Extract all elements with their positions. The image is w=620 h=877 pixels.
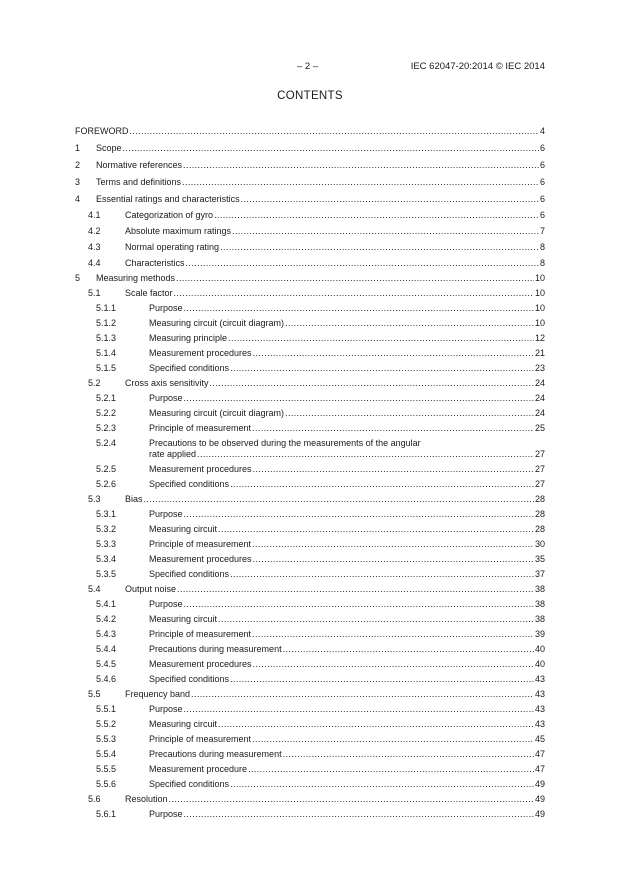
dot-leader bbox=[283, 644, 534, 655]
toc-entry-title: Normal operating rating bbox=[125, 242, 220, 252]
dot-leader bbox=[252, 734, 534, 745]
toc-entry-number: 5.5.2 bbox=[96, 719, 117, 729]
toc-entry-title: Resolution bbox=[125, 794, 168, 804]
dot-leader bbox=[184, 704, 534, 715]
toc-entry-page: 30 bbox=[534, 539, 545, 549]
document-reference: IEC 62047-20:2014 © IEC 2014 bbox=[410, 61, 545, 72]
dot-leader bbox=[220, 242, 539, 253]
dot-leader bbox=[218, 524, 534, 535]
toc-entry[interactable] bbox=[75, 273, 545, 284]
toc-entry-page: 47 bbox=[534, 749, 545, 759]
toc-entry-title: Purpose bbox=[149, 704, 183, 714]
toc-entry-title: Measuring methods bbox=[96, 273, 176, 283]
toc-entry[interactable] bbox=[75, 393, 545, 404]
dot-leader bbox=[210, 378, 534, 389]
dot-leader bbox=[174, 288, 534, 299]
toc-entry[interactable] bbox=[75, 779, 545, 790]
toc-entry-number: 5.4.6 bbox=[96, 674, 117, 684]
toc-entry-page: 49 bbox=[534, 779, 545, 789]
toc-entry-page: 7 bbox=[539, 226, 545, 236]
toc-entry-page: 21 bbox=[534, 348, 545, 358]
toc-entry-page: 4 bbox=[539, 126, 545, 136]
dot-leader bbox=[285, 318, 534, 329]
dot-leader bbox=[169, 794, 534, 805]
toc-entry-number: 5.3.5 bbox=[96, 569, 117, 579]
dot-leader bbox=[232, 226, 539, 237]
toc-entry-page: 6 bbox=[539, 177, 545, 187]
toc-entry[interactable] bbox=[75, 160, 545, 171]
dot-leader bbox=[230, 363, 534, 374]
toc-entry-title: Purpose bbox=[149, 509, 183, 519]
toc-entry[interactable] bbox=[75, 644, 545, 655]
toc-entry-title: Scope bbox=[96, 143, 122, 153]
toc-entry-number: 4 bbox=[75, 194, 81, 204]
dot-leader bbox=[130, 126, 539, 137]
dot-leader bbox=[230, 674, 534, 685]
toc-entry-page: 27 bbox=[534, 479, 545, 489]
toc-entry-page: 12 bbox=[534, 333, 545, 343]
toc-entry-number: 4.2 bbox=[88, 226, 101, 236]
toc-entry[interactable] bbox=[75, 539, 545, 550]
toc-entry[interactable] bbox=[75, 629, 545, 640]
toc-entry[interactable] bbox=[75, 689, 545, 700]
toc-entry-page: 24 bbox=[534, 393, 545, 403]
toc-entry-number: 5.5.3 bbox=[96, 734, 117, 744]
toc-entry[interactable] bbox=[75, 126, 545, 137]
toc-entry[interactable] bbox=[75, 809, 545, 820]
toc-entry[interactable] bbox=[75, 464, 545, 475]
toc-entry-page: 28 bbox=[534, 509, 545, 519]
toc-entry[interactable] bbox=[75, 408, 545, 419]
toc-entry-title: Measuring circuit bbox=[149, 719, 218, 729]
toc-entry[interactable] bbox=[75, 177, 545, 188]
toc-entry[interactable] bbox=[75, 509, 545, 520]
page-title: CONTENTS bbox=[277, 90, 343, 102]
toc-entry[interactable] bbox=[75, 584, 545, 595]
toc-entry-page: 49 bbox=[534, 794, 545, 804]
dot-leader bbox=[230, 479, 534, 490]
toc-entry[interactable] bbox=[75, 569, 545, 580]
toc-entry-title: Precautions during measurement bbox=[149, 644, 282, 654]
toc-entry-number: 5.6 bbox=[88, 794, 101, 804]
toc-entry-page: 38 bbox=[534, 614, 545, 624]
dot-leader bbox=[248, 764, 534, 775]
toc-entry-page: 43 bbox=[534, 689, 545, 699]
toc-entry-title: Specified conditions bbox=[149, 674, 230, 684]
toc-entry[interactable] bbox=[75, 318, 545, 329]
toc-entry-number: 5.4.5 bbox=[96, 659, 117, 669]
toc-entry-title: Measuring circuit bbox=[149, 524, 218, 534]
toc-entry-page: 8 bbox=[539, 242, 545, 252]
toc-entry-number: 5.3.3 bbox=[96, 539, 117, 549]
toc-entry[interactable] bbox=[75, 749, 545, 760]
toc-entry-title: Essential ratings and characteristics bbox=[96, 194, 240, 204]
dot-leader bbox=[184, 509, 534, 520]
dot-leader bbox=[252, 539, 534, 550]
toc-entry-page: 27 bbox=[534, 464, 545, 474]
toc-entry-page: 6 bbox=[539, 194, 545, 204]
toc-entry-number: 5.5.6 bbox=[96, 779, 117, 789]
toc-entry-page: 37 bbox=[534, 569, 545, 579]
toc-entry-number: 5.2.6 bbox=[96, 479, 117, 489]
toc-entry-title: Frequency band bbox=[125, 689, 191, 699]
toc-entry-number: 4.4 bbox=[88, 258, 101, 268]
toc-entry-page: 10 bbox=[534, 288, 545, 298]
toc-entry-title: Categorization of gyro bbox=[125, 210, 214, 220]
toc-entry-number: 5.5.5 bbox=[96, 764, 117, 774]
dot-leader bbox=[184, 809, 534, 820]
toc-entry-title: Measuring principle bbox=[149, 333, 228, 343]
toc-entry[interactable] bbox=[75, 479, 545, 490]
toc-entry[interactable] bbox=[75, 258, 545, 269]
toc-entry-number: 5.2.2 bbox=[96, 408, 117, 418]
dot-leader bbox=[186, 258, 539, 269]
toc-entry[interactable] bbox=[75, 524, 545, 535]
toc-entry-number: 5.4.4 bbox=[96, 644, 117, 654]
toc-entry-title: Terms and definitions bbox=[96, 177, 182, 187]
toc-entry[interactable] bbox=[75, 764, 545, 775]
toc-entry-page: 25 bbox=[534, 423, 545, 433]
toc-entry[interactable] bbox=[75, 226, 545, 237]
toc-entry-title: Specified conditions bbox=[149, 363, 230, 373]
dot-leader bbox=[253, 659, 534, 670]
toc-entry-title: Principle of measurement bbox=[149, 539, 252, 549]
dot-leader bbox=[184, 303, 534, 314]
toc-entry-number: 5.4.1 bbox=[96, 599, 117, 609]
toc-entry[interactable] bbox=[75, 659, 545, 670]
toc-entry-page: 40 bbox=[534, 659, 545, 669]
toc-entry-number: 5.5.4 bbox=[96, 749, 117, 759]
toc-entry-page: 10 bbox=[534, 273, 545, 283]
dot-leader bbox=[230, 569, 534, 580]
toc-entry-page: 10 bbox=[534, 318, 545, 328]
toc-entry[interactable] bbox=[75, 734, 545, 745]
toc-entry-number: 5.1.1 bbox=[96, 303, 117, 313]
toc-entry[interactable] bbox=[75, 194, 545, 205]
toc-entry-number: 5.3 bbox=[88, 494, 101, 504]
toc-entry[interactable] bbox=[75, 143, 545, 154]
table-of-contents bbox=[75, 126, 545, 820]
dot-leader bbox=[252, 629, 534, 640]
toc-entry-title: Precautions to be observed during the measurements of the angular bbox=[149, 438, 421, 448]
toc-entry-title-continued: rate applied bbox=[149, 449, 197, 459]
toc-entry-title: Specified conditions bbox=[149, 569, 230, 579]
toc-entry-number: 5.1.2 bbox=[96, 318, 117, 328]
toc-entry-title: Measuring circuit bbox=[149, 614, 218, 624]
toc-entry-title: Scale factor bbox=[125, 288, 173, 298]
dot-leader bbox=[177, 584, 534, 595]
dot-leader bbox=[197, 449, 534, 460]
toc-entry-page: 8 bbox=[539, 258, 545, 268]
dot-leader bbox=[191, 689, 534, 700]
toc-entry-number: 1 bbox=[75, 143, 81, 153]
dot-leader bbox=[123, 143, 539, 154]
toc-entry[interactable] bbox=[75, 719, 545, 730]
toc-entry[interactable] bbox=[75, 423, 545, 434]
toc-entry-number: 4.3 bbox=[88, 242, 101, 252]
toc-entry-number: 5.4.3 bbox=[96, 629, 117, 639]
toc-entry[interactable] bbox=[75, 333, 545, 344]
dot-leader bbox=[183, 160, 539, 171]
dot-leader bbox=[252, 423, 534, 434]
toc-entry-title: Measuring circuit (circuit diagram) bbox=[149, 408, 285, 418]
toc-entry-title: FOREWORD bbox=[75, 126, 129, 136]
toc-entry-number: 5.2.4 bbox=[96, 438, 117, 448]
toc-entry-number: 5.1 bbox=[88, 288, 101, 298]
dot-leader bbox=[253, 464, 534, 475]
toc-entry-title: Purpose bbox=[149, 809, 183, 819]
dot-leader bbox=[182, 177, 539, 188]
toc-entry-title: Principle of measurement bbox=[149, 423, 252, 433]
toc-entry[interactable] bbox=[75, 438, 545, 460]
toc-entry-title: Absolute maximum ratings bbox=[125, 226, 232, 236]
toc-entry-number: 2 bbox=[75, 160, 81, 170]
toc-entry-number: 5.2 bbox=[88, 378, 101, 388]
toc-entry-title: Precautions during measurement bbox=[149, 749, 282, 759]
toc-entry-title: Purpose bbox=[149, 303, 183, 313]
toc-entry[interactable] bbox=[75, 554, 545, 565]
toc-entry[interactable] bbox=[75, 288, 545, 299]
dot-leader bbox=[184, 393, 534, 404]
toc-entry-page: 23 bbox=[534, 363, 545, 373]
toc-entry-title: Measurement procedures bbox=[149, 348, 252, 358]
toc-entry-page: 43 bbox=[534, 719, 545, 729]
dot-leader bbox=[228, 333, 534, 344]
toc-entry-page: 49 bbox=[534, 809, 545, 819]
dot-leader bbox=[214, 210, 539, 221]
toc-entry-page: 27 bbox=[534, 449, 545, 459]
toc-entry[interactable] bbox=[75, 674, 545, 685]
toc-entry[interactable] bbox=[75, 303, 545, 314]
toc-entry[interactable] bbox=[75, 363, 545, 374]
toc-entry-page: 38 bbox=[534, 599, 545, 609]
toc-entry-title: Specified conditions bbox=[149, 479, 230, 489]
toc-entry[interactable] bbox=[75, 494, 545, 505]
toc-entry[interactable] bbox=[75, 348, 545, 359]
toc-entry-title: Cross axis sensitivity bbox=[125, 378, 209, 388]
toc-entry-number: 5.2.5 bbox=[96, 464, 117, 474]
toc-entry-title: Purpose bbox=[149, 599, 183, 609]
toc-entry-title: Output noise bbox=[125, 584, 177, 594]
toc-entry-page: 45 bbox=[534, 734, 545, 744]
toc-entry[interactable] bbox=[75, 210, 545, 221]
toc-entry-page: 28 bbox=[534, 524, 545, 534]
toc-entry-number: 5.1.5 bbox=[96, 363, 117, 373]
toc-entry-number: 3 bbox=[75, 177, 81, 187]
toc-entry[interactable] bbox=[75, 794, 545, 805]
toc-entry-page: 24 bbox=[534, 408, 545, 418]
toc-entry[interactable] bbox=[75, 704, 545, 715]
dot-leader bbox=[283, 749, 534, 760]
toc-entry-page: 43 bbox=[534, 674, 545, 684]
dot-leader bbox=[144, 494, 534, 505]
dot-leader bbox=[184, 599, 534, 610]
toc-entry-number: 5.4.2 bbox=[96, 614, 117, 624]
toc-entry-number: 5.3.1 bbox=[96, 509, 117, 519]
toc-entry-title: Principle of measurement bbox=[149, 734, 252, 744]
toc-entry-title: Measurement procedures bbox=[149, 659, 252, 669]
toc-entry-page: 6 bbox=[539, 210, 545, 220]
toc-entry-number: 5 bbox=[75, 273, 81, 283]
toc-entry-title: Measuring circuit (circuit diagram) bbox=[149, 318, 285, 328]
dot-leader bbox=[230, 779, 534, 790]
toc-entry-title: Measurement procedure bbox=[149, 764, 248, 774]
toc-entry-title: Normative references bbox=[96, 160, 183, 170]
dot-leader bbox=[241, 194, 539, 205]
toc-entry[interactable] bbox=[75, 599, 545, 610]
dot-leader bbox=[253, 348, 534, 359]
page-number: – 2 – bbox=[297, 61, 319, 72]
toc-entry-title: Specified conditions bbox=[149, 779, 230, 789]
toc-entry[interactable] bbox=[75, 378, 545, 389]
toc-entry-number: 4.1 bbox=[88, 210, 101, 220]
dot-leader bbox=[218, 614, 534, 625]
toc-entry-page: 35 bbox=[534, 554, 545, 564]
toc-entry-number: 5.4 bbox=[88, 584, 101, 594]
toc-entry-number: 5.5 bbox=[88, 689, 101, 699]
toc-entry-title: Bias bbox=[125, 494, 143, 504]
toc-entry-page: 28 bbox=[534, 494, 545, 504]
toc-entry-title: Purpose bbox=[149, 393, 183, 403]
toc-entry-title: Characteristics bbox=[125, 258, 185, 268]
dot-leader bbox=[176, 273, 534, 284]
toc-entry-number: 5.3.4 bbox=[96, 554, 117, 564]
toc-entry-title: Principle of measurement bbox=[149, 629, 252, 639]
toc-entry-title: Measurement procedures bbox=[149, 464, 252, 474]
toc-entry-page: 6 bbox=[539, 143, 545, 153]
toc-entry-page: 6 bbox=[539, 160, 545, 170]
toc-entry-number: 5.2.3 bbox=[96, 423, 117, 433]
toc-entry-page: 47 bbox=[534, 764, 545, 774]
toc-entry-number: 5.1.4 bbox=[96, 348, 117, 358]
toc-entry-page: 43 bbox=[534, 704, 545, 714]
toc-entry-page: 24 bbox=[534, 378, 545, 388]
toc-entry-number: 5.6.1 bbox=[96, 809, 117, 819]
toc-entry-page: 38 bbox=[534, 584, 545, 594]
toc-entry-number: 5.1.3 bbox=[96, 333, 117, 343]
dot-leader bbox=[253, 554, 534, 565]
toc-entry[interactable] bbox=[75, 614, 545, 625]
toc-entry-title: Measurement procedures bbox=[149, 554, 252, 564]
toc-entry-page: 10 bbox=[534, 303, 545, 313]
toc-entry-number: 5.5.1 bbox=[96, 704, 117, 714]
dot-leader bbox=[218, 719, 534, 730]
toc-entry-page: 40 bbox=[534, 644, 545, 654]
toc-entry-number: 5.3.2 bbox=[96, 524, 117, 534]
toc-entry-page: 39 bbox=[534, 629, 545, 639]
toc-entry[interactable] bbox=[75, 242, 545, 253]
page-header bbox=[0, 61, 620, 75]
dot-leader bbox=[285, 408, 534, 419]
toc-entry-number: 5.2.1 bbox=[96, 393, 117, 403]
